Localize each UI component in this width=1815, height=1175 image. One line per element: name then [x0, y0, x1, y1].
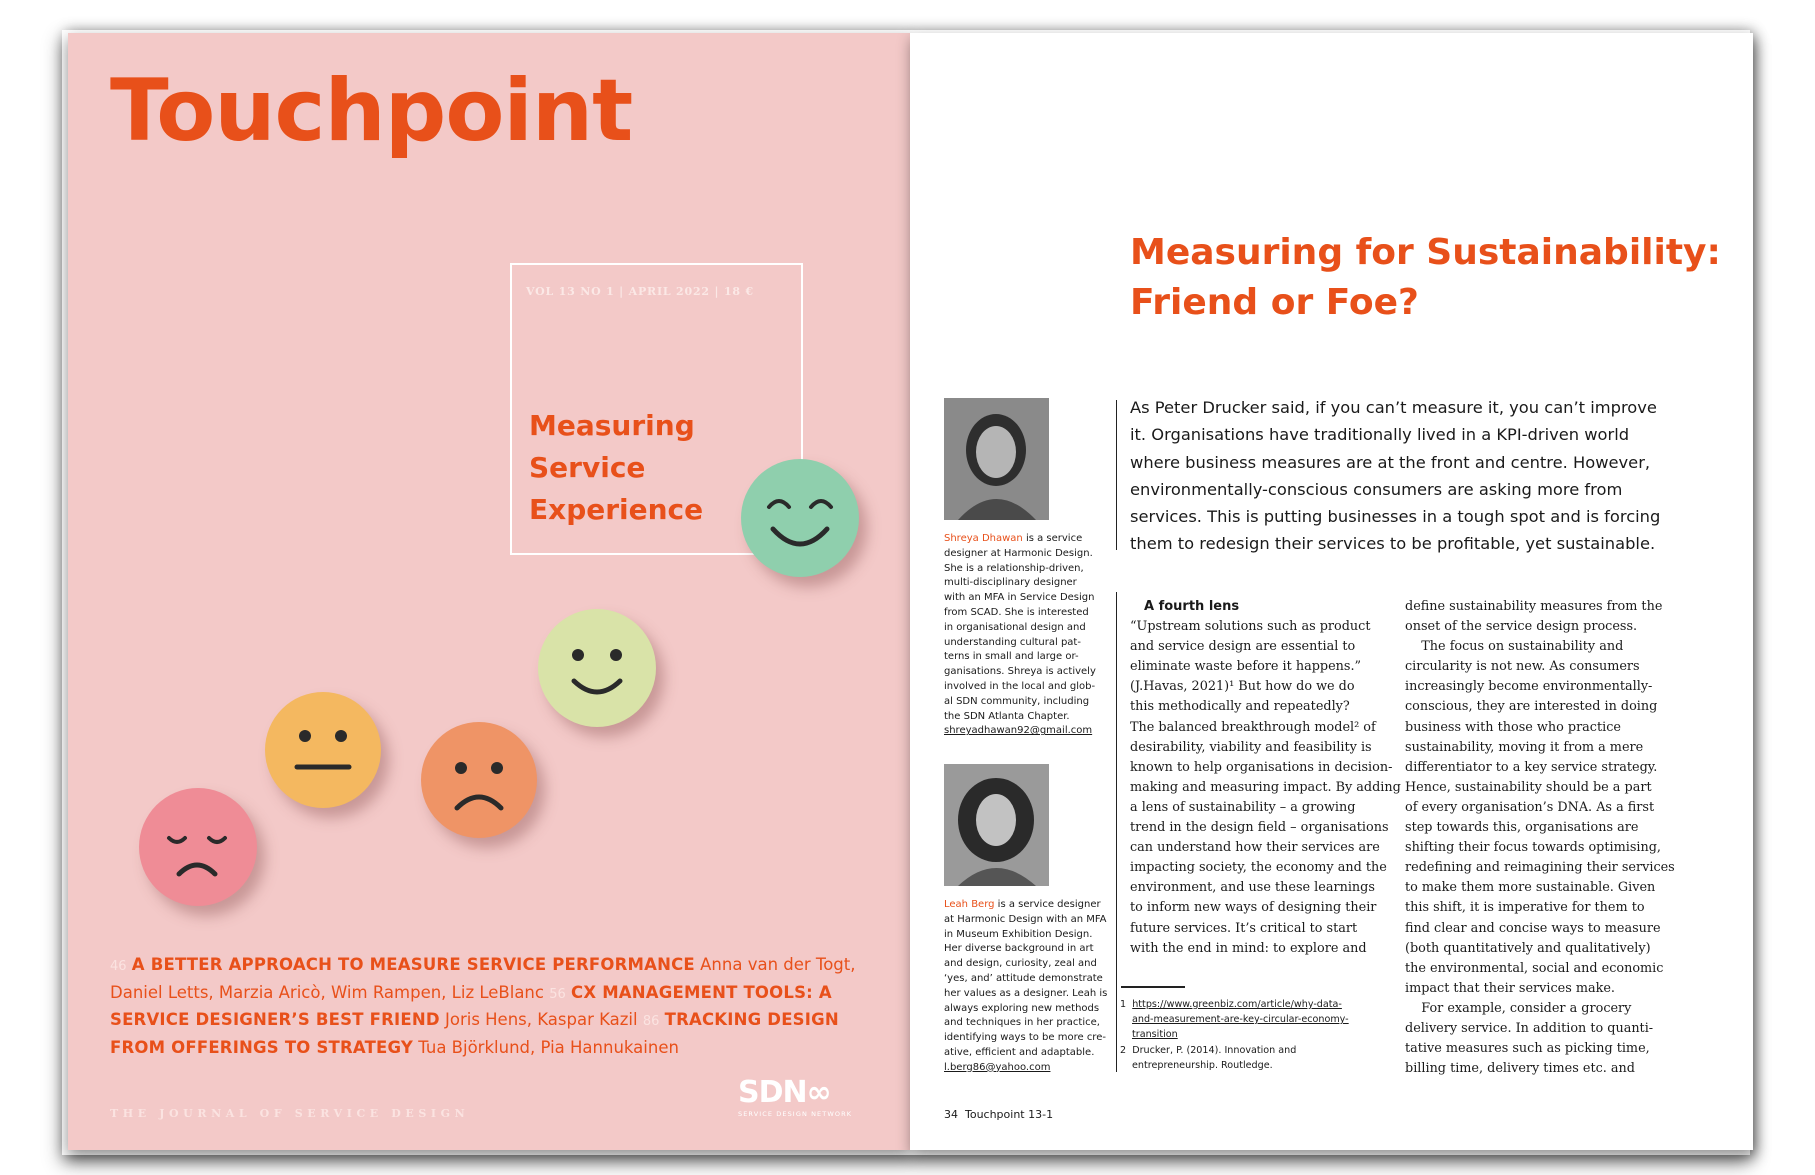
footnote-2 — [1120, 1043, 1400, 1058]
neutral-face-drawing — [265, 692, 381, 808]
bio-line: ganisations. Shreya is actively — [944, 666, 1096, 678]
intro-line: services. This is putting businesses in a tough spot and is forcing — [1130, 507, 1661, 527]
cover-heading-line: Service — [529, 451, 646, 484]
body-line: trend in the design field – organisations — [1130, 820, 1389, 836]
bio-line: al SDN community, including — [944, 695, 1090, 707]
footnote-text: entrepreneurship. Routledge. — [1132, 1059, 1273, 1071]
bio-line: from SCAD. She is interested — [944, 606, 1089, 618]
body-line: impact that their services make. — [1405, 980, 1615, 996]
bio-line: in organisational design and — [944, 621, 1086, 633]
body-line: circularity is not new. As consumers — [1405, 659, 1640, 675]
intro-divider — [1116, 400, 1117, 550]
bio-line: She is a relationship-driven, — [944, 562, 1084, 574]
author-bio-shreya — [944, 532, 1109, 739]
cover-title: Touchpoint — [110, 61, 633, 161]
issue-meta: VOL 13 NO 1 | APRIL 2022 | 18 € — [526, 285, 754, 298]
body-line: The focus on sustainability and — [1405, 639, 1624, 655]
body-line: The balanced breakthrough model² of — [1130, 719, 1376, 735]
bio-line: designer at Harmonic Design. — [944, 547, 1093, 559]
bio-line: at Harmonic Design with an MFA — [944, 913, 1107, 925]
intro-line: them to redesign their services to be profitable, yet sustainable. — [1130, 534, 1656, 554]
body-line: define sustainability measures from the — [1405, 599, 1663, 614]
bio-line: identifying ways to be more cre- — [944, 1032, 1106, 1044]
sad-face-icon — [139, 788, 257, 906]
toc-page-number: 86 — [642, 1014, 660, 1029]
article-intro — [1130, 394, 1670, 558]
author-name: Leah Berg — [944, 899, 995, 910]
page-folio: 34 Touchpoint 13-1 — [944, 1108, 1054, 1121]
body-line: known to help organisations in decision- — [1130, 759, 1393, 775]
cover-heading-line: Experience — [529, 493, 704, 526]
body-line: sustainability, moving it from a mere — [1405, 739, 1644, 755]
happy-face-drawing — [741, 459, 859, 577]
body-line: (J.Havas, 2021)¹ But how do we do — [1130, 679, 1355, 695]
frowning-face-icon — [421, 722, 537, 838]
footnote-number: 2 — [1120, 1044, 1127, 1056]
bio-line: ‘yes, and’ attitude demonstrate — [944, 972, 1103, 984]
body-line: onset of the service design process. — [1405, 619, 1638, 635]
toc-authors: Tua Björklund, Pia Hannukainen — [418, 1037, 679, 1057]
footnote-link[interactable]: https://www.greenbiz.com/article/why-data- — [1132, 999, 1342, 1010]
bio-line: and design, curiosity, zeal and — [944, 958, 1097, 970]
footnote-link[interactable]: and-measurement-are-key-circular-economy- — [1132, 1014, 1349, 1026]
column-divider — [1116, 592, 1117, 1072]
sdn-logo-subtitle: SERVICE DESIGN NETWORK — [738, 1110, 853, 1118]
body-line: this shift, it is imperative for them to — [1405, 900, 1645, 916]
footnote-link[interactable]: transition — [1132, 1029, 1178, 1041]
body-line: conscious, they are interested in doing — [1405, 699, 1658, 715]
footnote-text: Drucker, P. (2014). Innovation and — [1132, 1044, 1297, 1056]
footnote-1-cont — [1120, 1012, 1400, 1027]
smiling-face-drawing — [538, 609, 656, 727]
sdn-logo-mark — [738, 1075, 852, 1110]
body-line: business with those who practice — [1405, 719, 1621, 735]
body-line: with the end in mind: to explore and — [1130, 940, 1367, 956]
body-line: future services. It’s critical to start — [1130, 920, 1358, 936]
body-column-2 — [1405, 597, 1675, 1079]
footnotes — [1120, 997, 1400, 1073]
body-line: environment, and use these learnings — [1130, 880, 1375, 896]
body-line: the environmental, social and economic — [1405, 960, 1664, 976]
portrait-placeholder — [944, 764, 1049, 886]
body-line: to inform new ways of designing their — [1130, 900, 1377, 916]
bio-line: and techniques in her practice, — [944, 1017, 1100, 1029]
body-line: can understand how their services are — [1130, 840, 1380, 856]
body-line: tative measures such as picking time, — [1405, 1041, 1650, 1057]
sdn-logo-text: SDN — [738, 1075, 807, 1110]
body-line: billing time, delivery times etc. and — [1405, 1061, 1635, 1077]
intro-line: where business measures are at the front and centre. However, — [1130, 452, 1651, 472]
author-email-link[interactable]: shreyadhawan92@gmail.com — [944, 725, 1093, 737]
toc-page-number: 56 — [549, 986, 566, 1002]
bio-line: involved in the local and glob- — [944, 680, 1096, 692]
frowning-face-drawing — [421, 722, 537, 838]
bio-line: her values as a designer. Leah is — [944, 987, 1108, 999]
journal-tagline: THE JOURNAL OF SERVICE DESIGN — [110, 1107, 470, 1120]
happy-face-icon — [741, 459, 859, 577]
article-title — [1130, 228, 1721, 328]
author-email-link[interactable]: l.berg86@yahoo.com — [944, 1061, 1051, 1073]
body-line: increasingly become environmentally- — [1405, 679, 1653, 695]
footnote-1-cont — [1120, 1027, 1400, 1042]
sad-face-drawing — [139, 788, 257, 906]
body-line: and service design are essential to — [1130, 639, 1356, 655]
body-line: For example, consider a grocery — [1405, 1000, 1632, 1016]
body-line: making and measuring impact. By adding — [1130, 779, 1401, 795]
body-line: delivery service. In addition to quanti- — [1405, 1020, 1654, 1036]
intro-line: environmentally-conscious consumers are asking more from — [1130, 479, 1623, 499]
bio-line: always exploring new methods — [944, 1002, 1100, 1014]
body-line: this methodically and repeatedly? — [1130, 699, 1350, 715]
smiling-face-icon — [538, 609, 656, 727]
bio-line: Her diverse background in art — [944, 943, 1094, 955]
cover-heading — [529, 405, 703, 531]
bio-line: in Museum Exhibition Design. — [944, 928, 1093, 940]
infinity-icon: ∞ — [806, 1075, 831, 1110]
body-line: shifting their focus towards optimising, — [1405, 840, 1661, 856]
body-line: step towards this, organisations are — [1405, 820, 1639, 836]
bio-line: terns in small and large or- — [944, 651, 1079, 663]
article-title-line: Friend or Foe? — [1130, 282, 1419, 323]
bio-line: is a service — [1022, 533, 1083, 544]
toc-page-number: 46 — [110, 959, 127, 974]
toc-title: A BETTER APPROACH TO MEASURE SERVICE PERFORMANCE — [131, 955, 695, 974]
footnote-1 — [1120, 997, 1400, 1012]
cover-heading-line: Measuring — [529, 409, 695, 442]
toc-title: TRACKING DESIGN FROM OFFERINGS TO STRATEGY — [110, 1010, 839, 1057]
body-line: eliminate waste before it happens.” — [1130, 659, 1362, 675]
intro-line: it. Organisations have traditionally lived in a KPI-driven world — [1130, 425, 1630, 445]
bio-line: with an MFA in Service Design — [944, 592, 1095, 604]
neutral-face-icon — [265, 692, 381, 808]
body-line: a lens of sustainability – a growing — [1130, 799, 1356, 815]
article-title-line: Measuring for Sustainability: — [1130, 232, 1721, 273]
body-column-1 — [1130, 597, 1400, 959]
sdn-logo — [738, 1075, 853, 1118]
author-bio-leah — [944, 898, 1109, 1076]
footnote-number: 1 — [1120, 999, 1127, 1010]
body-line: to make them more sustainable. Given — [1405, 880, 1656, 896]
body-line: “Upstream solutions such as product — [1130, 619, 1371, 635]
portrait-placeholder — [944, 398, 1049, 520]
body-line: impacting society, the economy and the — [1130, 860, 1387, 876]
toc-authors: Anna van der Togt, Daniel Letts, Marzia Aricò, Wim Rampen, Liz LeBlanc — [110, 955, 856, 1002]
toc-title: CX MANAGEMENT TOOLS: A SERVICE DESIGNER’S BEST FRIEND — [110, 982, 832, 1029]
footnote-2-cont — [1120, 1058, 1400, 1073]
author-photo-leah — [944, 764, 1049, 886]
body-line: (both quantitatively and qualitatively) — [1405, 940, 1651, 956]
bio-line: ative, efficient and adaptable. — [944, 1046, 1095, 1058]
body-line: differentiator to a key service strategy. — [1405, 759, 1658, 775]
body-line: Hence, sustainability should be a part — [1405, 779, 1652, 795]
bio-line: multi-disciplinary designer — [944, 577, 1077, 589]
body-line: find clear and concise ways to measure — [1405, 920, 1661, 936]
body-line: desirability, viability and feasibility is — [1130, 739, 1372, 755]
bio-line: understanding cultural pat- — [944, 636, 1081, 648]
body-line: redefining and reimagining their services — [1405, 860, 1675, 876]
author-photo-shreya — [944, 398, 1049, 520]
bio-line: the SDN Atlanta Chapter. — [944, 710, 1070, 722]
intro-line: As Peter Drucker said, if you can’t measure it, you can’t improve — [1130, 398, 1657, 417]
bio-line: is a service designer — [994, 899, 1101, 910]
body-line: of every organisation’s DNA. As a first — [1405, 799, 1655, 815]
author-name: Shreya Dhawan — [944, 533, 1023, 544]
toc-authors: Joris Hens, Kaspar Kazil — [444, 1010, 638, 1029]
cover-contents — [110, 952, 880, 1060]
section-subheading: A fourth lens — [1144, 599, 1240, 614]
footnote-rule — [1121, 986, 1185, 988]
